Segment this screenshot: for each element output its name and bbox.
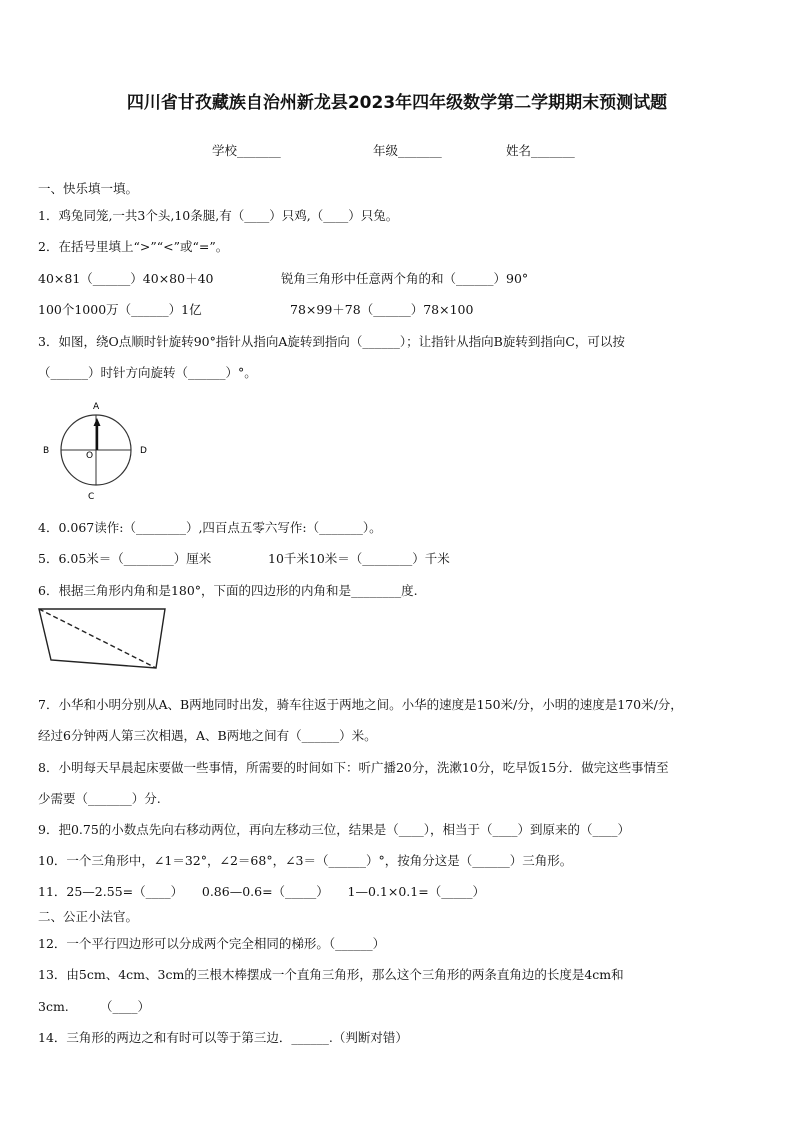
exam-title: 四川省甘孜藏族自治州新龙县2023年四年级数学第二学期期末预测试题	[126, 93, 668, 113]
question-8-line1: 8．小明每天早晨起床要做一些事情，所需要的时间如下：听广播20分，洗漱10分，吃早饭15分．做完这些事情至	[38, 760, 669, 775]
question-10: 10．一个三角形中，∠1＝32°，∠2＝68°，∠3＝（______）°，按角分这是（______）三角形。	[38, 853, 573, 868]
question-5-right: 10千米10米＝（________）千米	[268, 551, 450, 566]
question-2b-right: 78×99＋78（______）78×100	[290, 302, 474, 317]
question-13-line2: 3cm. （____）	[38, 999, 151, 1014]
question-3-line1: 3．如图，绕O点顺时针旋转90°指针从指向A旋转到指向（______）；让指针从指向B旋转到指向C，可以按	[38, 334, 625, 349]
dial-pointer-arrowhead-icon	[94, 418, 101, 426]
dial-label-b: B	[43, 446, 50, 456]
question-2a-right: 锐角三角形中任意两个角的和（______）90°	[281, 271, 529, 286]
question-2: 2．在括号里填上“>”“<”或“=”。	[38, 239, 229, 254]
question-8-line2: 少需要（_______）分.	[38, 791, 161, 806]
question-7-line1: 7．小华和小明分别从A、B两地同时出发，骑车往返于两地之间。小华的速度是150米/分，小明的速度是170米/分，	[38, 697, 683, 712]
question-7-line2: 经过6分钟两人第三次相遇，A、B两地之间有（______）米。	[38, 728, 377, 743]
question-2a-left: 40×81（______）40×80＋40	[38, 271, 214, 286]
question-6: 6．根据三角形内角和是180°，下面的四边形的内角和是________度.	[38, 583, 418, 598]
question-3-line2: （______）时针方向旋转（______）°。	[38, 365, 257, 380]
section-heading-2: 二、公正小法官。	[38, 909, 139, 924]
question-4: 4．0.067读作:（________）,四百点五零六写作:（_______）。	[38, 520, 382, 535]
quadrilateral-diagonal	[39, 609, 156, 668]
section-heading-1: 一、快乐填一填。	[38, 181, 139, 196]
dial-label-o: O	[86, 451, 94, 461]
name-field: 姓名_______	[506, 143, 575, 158]
question-5-left: 5．6.05米＝（________）厘米	[38, 551, 212, 566]
grade-field: 年级_______	[373, 143, 442, 158]
question-2b-left: 100个1000万（______）1亿	[38, 302, 202, 317]
question-11: 11．25—2.55=（____） 0.86—0.6=（_____） 1—0.1×0.1=（_____）	[38, 884, 485, 899]
rotation-dial-figure	[36, 398, 156, 502]
school-field: 学校_______	[212, 143, 281, 158]
quadrilateral-figure	[34, 604, 174, 674]
dial-label-d: D	[140, 446, 147, 456]
question-1: 1．鸡兔同笼,一共3个头,10条腿,有（____）只鸡,（____）只兔。	[38, 208, 399, 223]
question-12: 12．一个平行四边形可以分成两个完全相同的梯形。（______）	[38, 936, 386, 951]
dial-label-c: C	[88, 492, 95, 502]
dial-label-a: A	[93, 402, 100, 412]
question-14: 14．三角形的两边之和有时可以等于第三边．______.（判断对错）	[38, 1030, 408, 1045]
question-13-line1: 13．由5cm、4cm、3cm的三根木棒摆成一个直角三角形，那么这个三角形的两条直角边的长度是4cm和	[38, 967, 624, 982]
question-9: 9．把0.75的小数点先向右移动两位，再向左移动三位，结果是（____），相当于（____）到原来的（____）	[38, 822, 631, 837]
